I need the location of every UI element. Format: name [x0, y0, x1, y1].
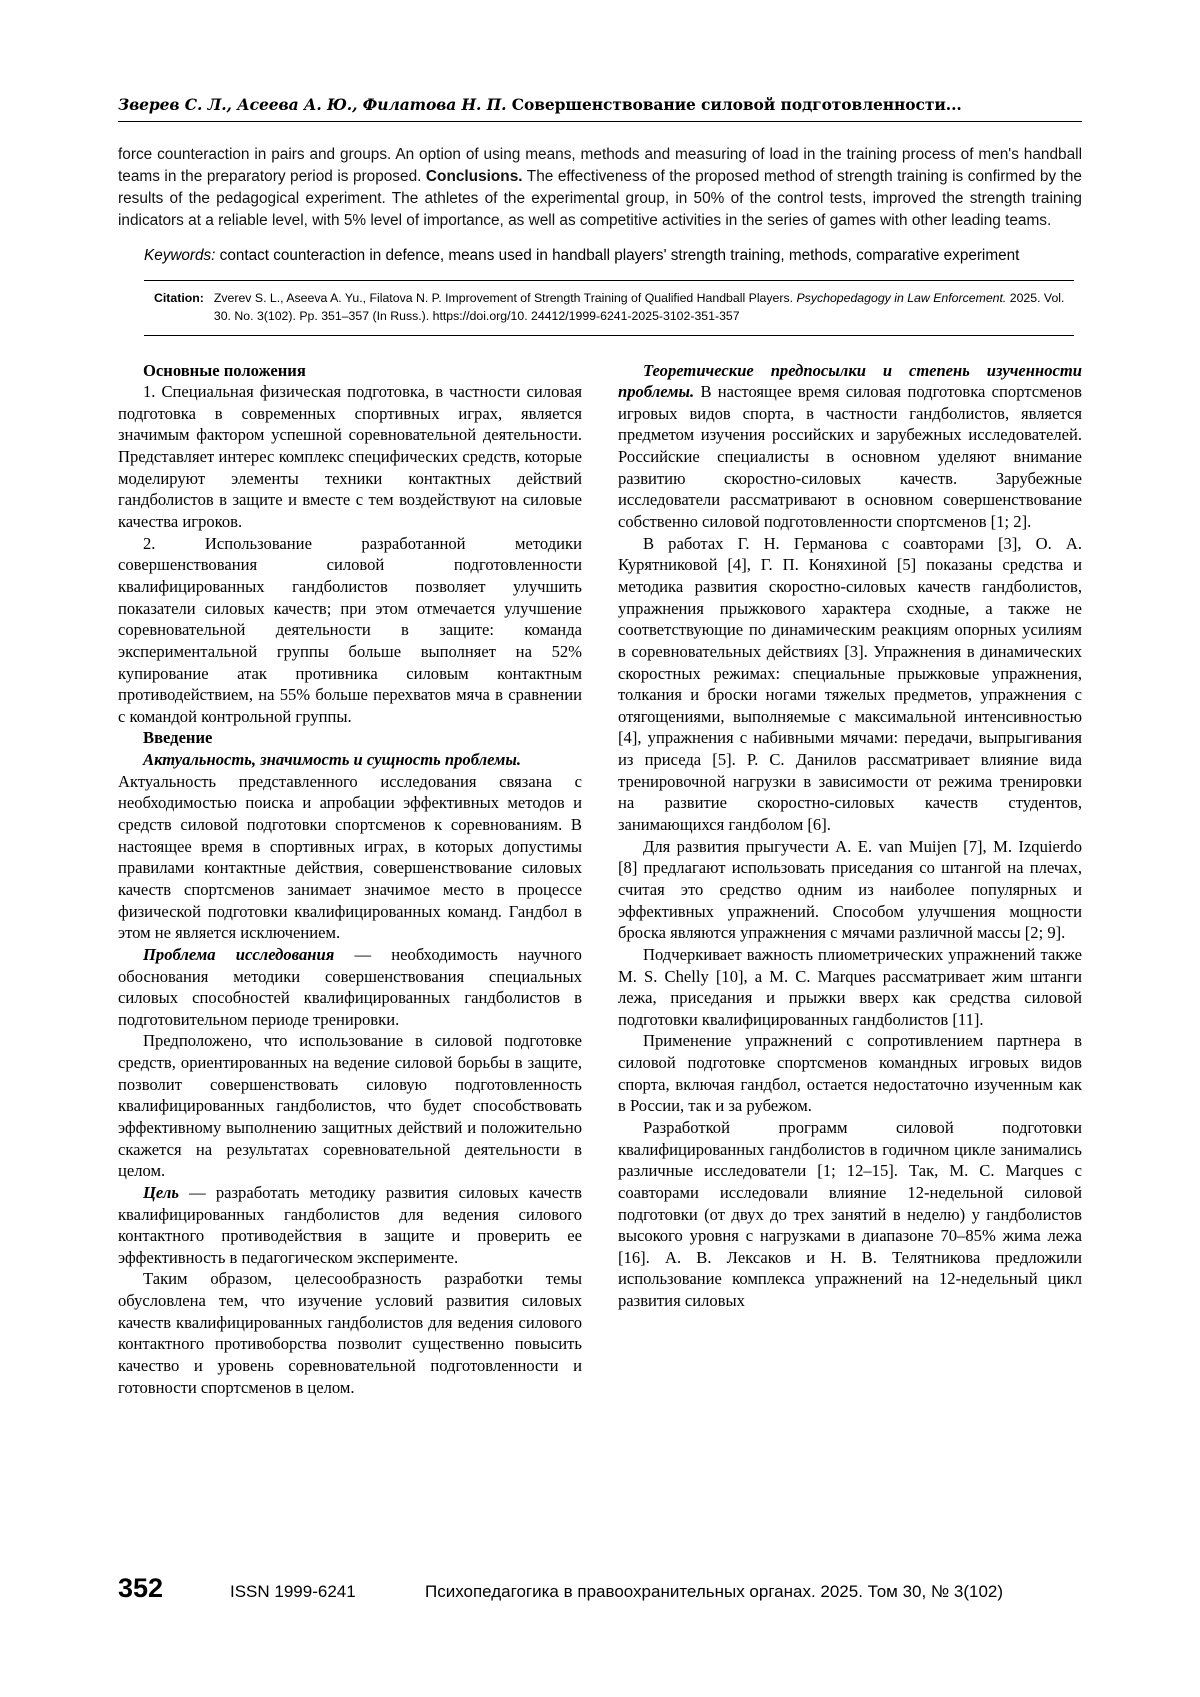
- citation-journal-name: Psychopedagogy in Law Enforcement.: [796, 290, 1007, 305]
- page-footer: [118, 1573, 1082, 1604]
- keywords-text: contact counteraction in defence, means used in handball players' strength training, methods, comparative experiment: [215, 246, 1020, 264]
- paragraph-l4-text: — необходимость научного обоснования методики совершенствования специальных силовых способностей квалифицированных гандболистов в подготовительном периоде тренировки.: [118, 944, 582, 1029]
- abstract-text: [118, 144, 1082, 232]
- citation-text-a: Zverev S. L., Aseeva A. Yu., Filatova N. P. Improvement of Strength Training of Qualified Handball Players.: [213, 290, 797, 305]
- issn: ISSN 1999-6241: [230, 1582, 356, 1601]
- paragraph-r6: Разработкой программ силовой подготовки квалифицированных гандболистов в годичном цикле занимались различные исследователи [1; 12–15]. Так, M. C. Marques с соавторами исследовали влияние 12-недельной силовой подготовки (от двух до трех занятий в неделю) у гандболистов высокого уровня с нагрузками в диапазоне 70–85% жима лежа [16]. А. В. Лексаков и Н. В. Телятникова предложили использование комплекса упражнений на 12-недельный цикл развития силовых: [618, 1117, 1082, 1311]
- citation-box: [144, 280, 1074, 336]
- paragraph-r3: Для развития прыгучести A. E. van Muijen [7], M. Izquierdo [8] предлагают использовать приседания со штангой на плечах, считая это средство одним из наиболее популярных и эффективных упражнений. Способом улучшения мощности броска являются упражнения с мячами различной массы [2; 9].: [618, 836, 1082, 943]
- right-column: [618, 360, 1082, 1399]
- paragraph-l6-text: — разработать методику развития силовых качеств квалифицированных гандболистов для ведения силового контактного противодействия в защите и проверить ее эффективность в педагогическом эксперименте.: [118, 1182, 582, 1267]
- lead-problem: Проблема исследования: [143, 944, 335, 964]
- page-number: 352: [118, 1573, 164, 1603]
- paragraph-l1: 1. Специальная физическая подготовка, в частности силовая подготовка в современных спортивных играх, является значимым фактором успешной соревновательной деятельности. Представляет интерес комплекс специфических средств, которые моделируют элементы техники контактных действий гандболистов в защите и вместе с тем воздействуют на силовые качества игроков.: [118, 382, 582, 532]
- abstract-part-1: force counteraction in pairs and groups. An option of using means, methods and measuring of load in the training process of men's handball teams in the preparatory period is proposed.: [118, 146, 1082, 185]
- paragraph-l7: Таким образом, целесообразность разработки темы обусловлена тем, что изучение условий развития силовых качеств квалифицированных гандболистов для ведения силового контактного противоборства позволит существенно повысить качество и уровень соревновательной подготовленности и готовности спортсменов в целом.: [118, 1269, 582, 1397]
- paragraph-l6: [118, 1182, 582, 1269]
- body-columns: [118, 360, 1082, 1399]
- paragraph-l5: Предположено, что использование в силовой подготовке средств, ориентированных на ведение силовой борьбы в защите, позволит совершенствовать силовую подготовленность квалифицированных гандболистов, что будет способствовать эффективному выполнению защитных действий и положительно скажется на результатах соревновательной деятельности в целом.: [118, 1031, 582, 1181]
- paragraph-l3: Актуальность представленного исследования связана с необходимостью поиска и апробации эффективных методов и средств силовой подготовки спортсменов к соревнованиям. В настоящее время в спортивных играх, в которых допустимы правилами контактные действия, совершенствование силовых качеств спортсменов занимает значимое место в процессе физической подготовки квалифицированных команд. Гандбол в этом не является исключением.: [118, 771, 582, 943]
- lead-goal: Цель: [143, 1182, 179, 1202]
- keywords-label: Keywords:: [144, 246, 216, 264]
- citation-label: Citation:: [154, 290, 204, 305]
- keywords: [118, 245, 1082, 266]
- citation-text-b: 2025. Vol. 30. No. 3(102). Pp. 351–357 (In Russ.). https://doi.org/10. 24412/1999-6241-2025-3102-351-357: [213, 290, 1065, 323]
- heading-main-provisions: Основные положения: [143, 360, 306, 380]
- paragraph-r5: Применение упражнений с сопротивлением партнера в силовой подготовке спортсменов командных игровых видов спорта, включая гандбол, остается недостаточно изученным как в России, так и за рубежом.: [618, 1031, 1082, 1116]
- paragraph-r2: В работах Г. Н. Германова с соавторами [3], О. А. Курятниковой [4], Г. П. Коняхиной [5] показаны средства и методика развития скоростно-силовых качеств гандболистов, упражнения прыжкового характера сходные, а также не соответствующие по динамическим реакциям опорных усилиям в соревновательных действиях [3]. Упражнения в динамических скоростных режимах: специальные прыжковые упражнения, толкания и броски ногами тяжелых предметов, упражнения с отягощениями, выполняемые с максимальной интенсивностью [4], упражнения с набивными мячами: передачи, выпрыгивания из приседа [5]. Р. С. Данилов рассматривает влияние вида тренировочной нагрузки в зависимости от режима тренировки на развитие скоростно-силовых качеств студентов, занимающихся гандболом [6].: [618, 533, 1082, 835]
- running-head-authors: Зверев С. Л., Асеева А. Ю., Филатова Н. П.: [118, 95, 507, 114]
- journal-line: Психопедагогика в правоохранительных органах. 2025. Том 30, № 3(102): [425, 1582, 1004, 1601]
- paragraph-r1: [618, 360, 1082, 533]
- paragraph-r1-text: В настоящее время силовая подготовка спортсменов игровых видов спорта, в частности гандболистов, является предметом изучения российских и зарубежных исследователей. Российские специалисты в основном уделяют внимание развитию скоростно-силовых качеств. Зарубежные исследователи рассматривают в основном совершенствование собственно силовой подготовленности спортсменов [1; 2].: [618, 382, 1082, 532]
- abstract-conclusions-label: Conclusions.: [425, 167, 523, 185]
- paragraph-l4: [118, 944, 582, 1031]
- running-head: [118, 95, 1082, 122]
- running-head-title: Совершенствование силовой подготовленности...: [511, 95, 962, 114]
- heading-relevance: Актуальность, значимость и сущность проблемы.: [143, 750, 522, 770]
- heading-theory: Теоретические предпосылки и степень изученности проблемы.: [618, 360, 1082, 402]
- paragraph-r4: Подчеркивает важность плиометрических упражнений также M. S. Chelly [10], a M. C. Marques рассматривает жим штанги лежа, приседания и прыжки вверх как средства силовой подготовки квалифицированных гандболистов [11].: [618, 944, 1082, 1029]
- left-column: [118, 360, 582, 1399]
- paragraph-l2: 2. Использование разработанной методики совершенствования силовой подготовленности квалифицированных гандболистов позволяет улучшить показатели силовых качеств; при этом отмечается улучшение соревновательной деятельности в защите: команда экспериментальной группы больше выполняет на 52% купирование атак противника силовым контактным противодействием, на 55% больше перехватов мяча в сравнении с командой контрольной группы.: [118, 533, 582, 726]
- abstract-part-2: The effectiveness of the proposed method of strength training is confirmed by the results of the pedagogical experiment. The athletes of the experimental group, in 50% of the control tests, improved the strength training indicators at a reliable level, with 5% level of importance, as well as competitive activities in the series of games with other leading teams.: [118, 167, 1082, 229]
- citation-text: [214, 290, 1074, 326]
- heading-introduction: Введение: [143, 728, 213, 748]
